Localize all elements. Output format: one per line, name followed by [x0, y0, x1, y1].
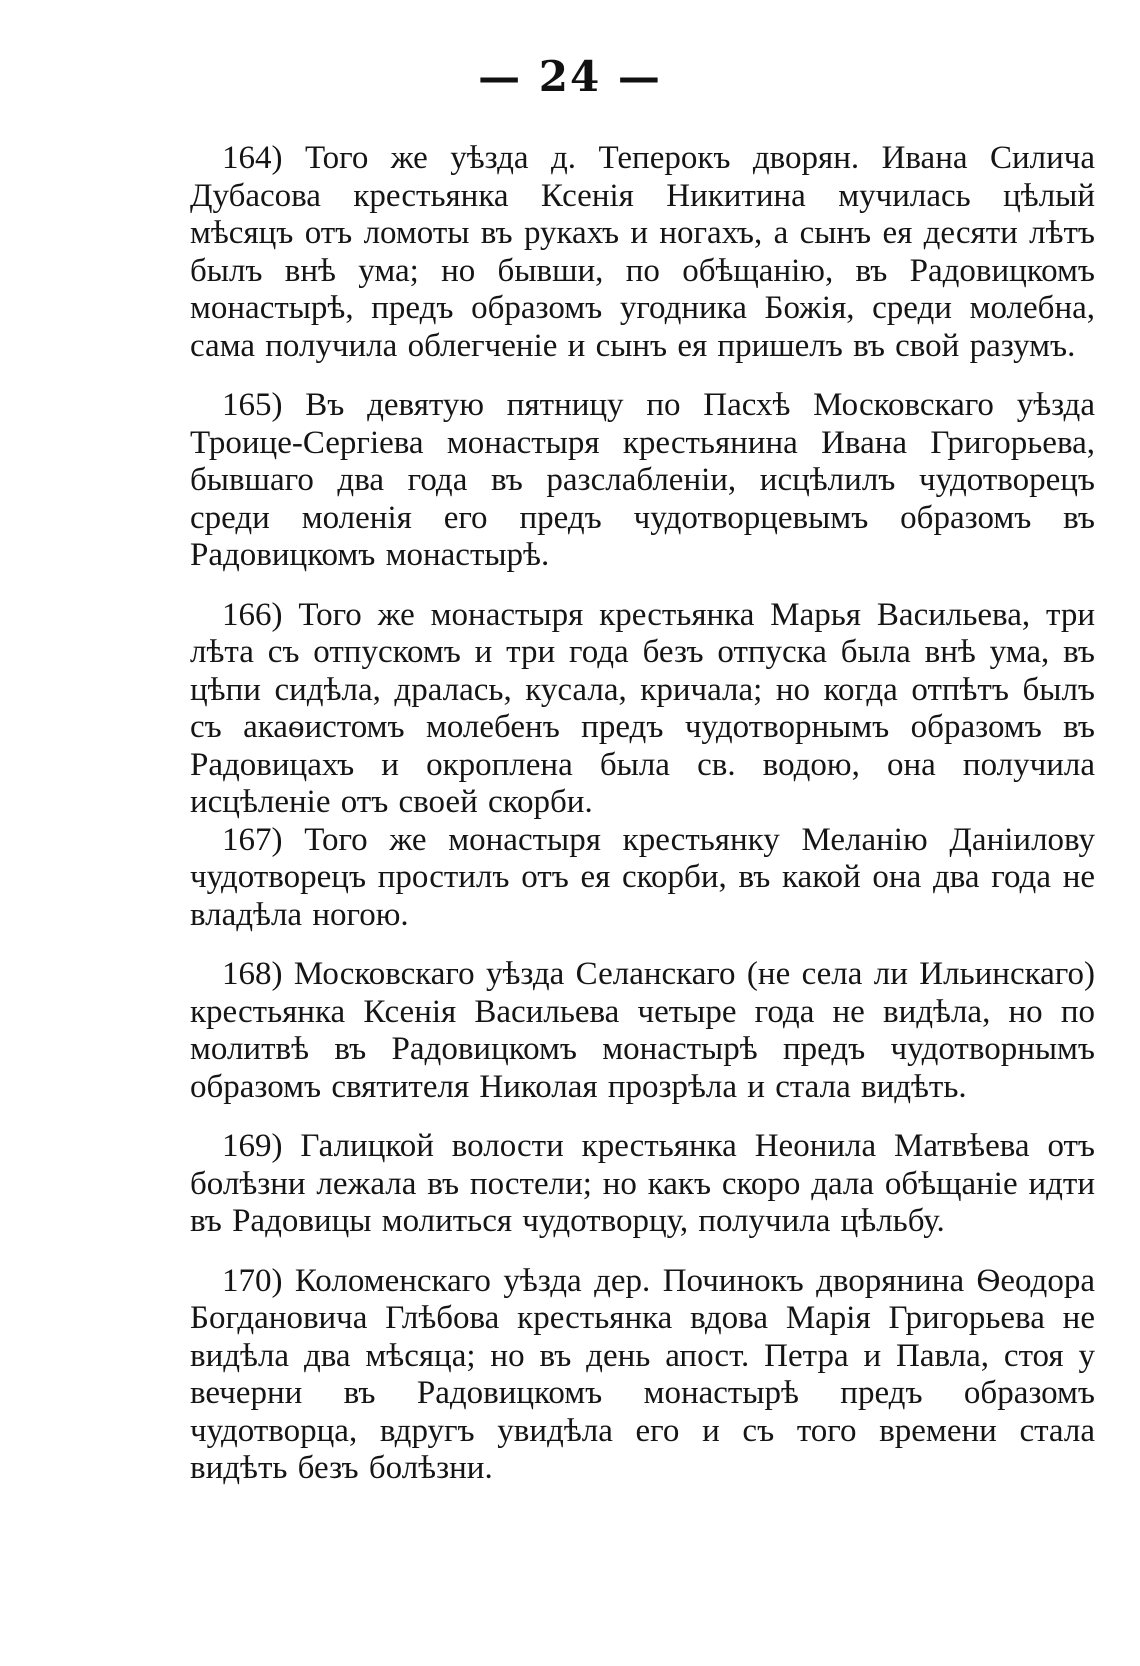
paragraph-170: 170) Коломенскаго уѣзда дер. Починокъ дворянина Ѳеодора Богдановича Глѣбова крестьянка вдова Марія Григорьева не видѣла два мѣсяца; но въ день апост. Петра и Павла, стоя у вечерни въ Радовицкомъ монастырѣ предъ образомъ чудотворца, вдругъ увидѣла его и съ того времени стала видѣть безъ болѣзни. — [190, 1262, 1095, 1486]
page-number: — 24 — — [478, 52, 662, 101]
paragraph-166: 166) Того же монастыря крестьянка Марья Васильева, три лѣта съ отпускомъ и три года безъ отпуска была внѣ ума, въ цѣпи сидѣла, дралась, кусала, кричала; но когда отпѣтъ былъ съ акаѳистомъ молебенъ предъ чудотворнымъ образомъ въ Радовицахъ и окроплена была св. водою, она получила исцѣленіе отъ своей скорби. — [190, 596, 1095, 820]
page-body — [190, 140, 1095, 1510]
paragraph-169: 169) Галицкой волости крестьянка Неонила Матвѣева отъ болѣзни лежала въ постели; но какъ скоро дала обѣщаніе идти въ Радовицы молиться чудотворцу, получила цѣльбу. — [190, 1128, 1095, 1239]
paragraph-164: 164) Того же уѣзда д. Теперокъ дворян. Ивана Силича Дубасова крестьянка Ксенія Никитина мучилась цѣлый мѣсяцъ отъ ломоты въ рукахъ и ногахъ, а сынъ ея десяти лѣтъ былъ внѣ ума; но бывши, по обѣщанію, въ Радовицкомъ монастырѣ, предъ образомъ угодника Божія, среди молебна, сама получила облегченіе и сынъ ея пришелъ въ свой разумъ. — [190, 140, 1095, 364]
paragraph-165: 165) Въ девятую пятницу по Пасхѣ Московскаго уѣзда Троице-Сергіева монастыря крестьянина Ивана Григорьева, бывшаго два года въ разслабленіи, исцѣлилъ чудотворецъ среди моленія его предъ чудотворцевымъ образомъ въ Радовицкомъ монастырѣ. — [190, 387, 1095, 573]
paragraph-167: 167) Того же монастыря крестьянку Меланію Даніилову чудотворецъ простилъ отъ ея скорби, въ какой она два года не владѣла ногою. — [190, 821, 1095, 933]
paragraph-168: 168) Московскаго уѣзда Селанскаго (не села ли Ильинскаго) крестьянка Ксенія Васильева четыре года не видѣла, но по молитвѣ въ Радовицкомъ монастырѣ предъ чудотворнымъ образомъ святителя Николая прозрѣла и стала видѣть. — [190, 956, 1095, 1105]
